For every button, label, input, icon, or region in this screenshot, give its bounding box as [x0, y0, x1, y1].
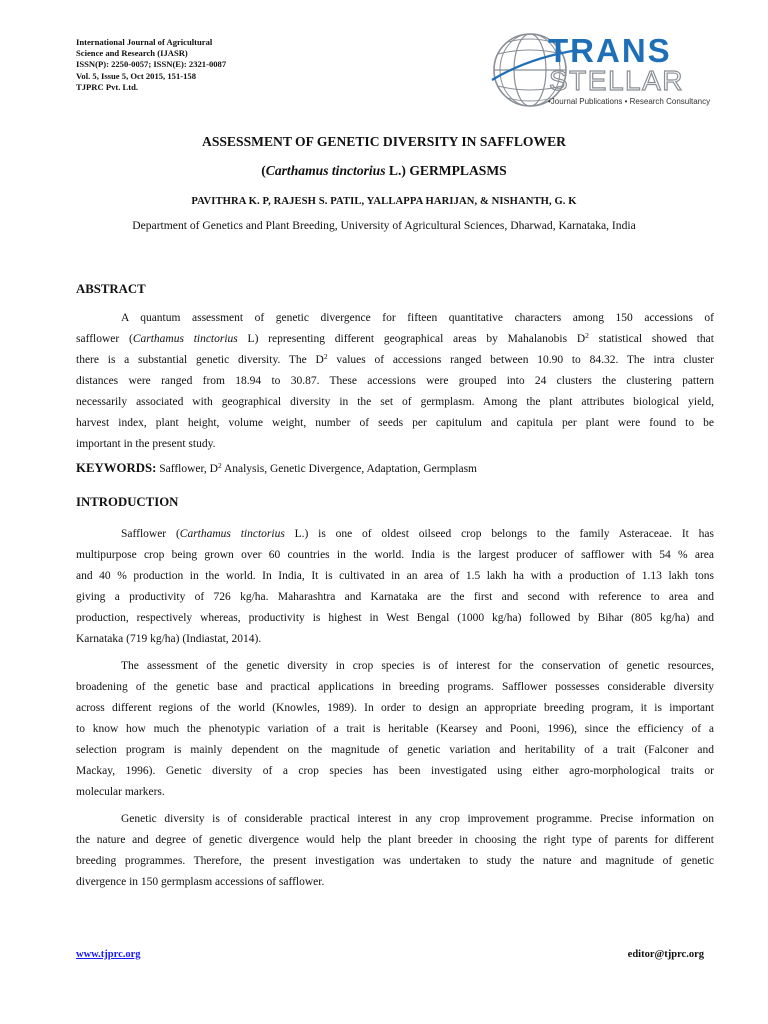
journal-issn: ISSN(P): 2250-0057; ISSN(E): 2321-0087 [76, 59, 227, 70]
paper-title-line1: ASSESSMENT OF GENETIC DIVERSITY IN SAFFLOWER [202, 134, 566, 149]
logo-tagline: •Journal Publications • Research Consultancy [548, 97, 711, 106]
keywords: KEYWORDS: Safflower, $D^2$ Analysis, Genetic Divergence, Adaptation, Germplasm [76, 461, 477, 475]
intro-line: Mackay, 1996). Genetic diversity of a crop species has been investigated using either agro-morphological traits or [76, 765, 714, 777]
paper-title-line2 [0, 163, 768, 179]
intro-line: broadening of the genetic base and practical applications in breeding programs. Safflower possesses considerable diversity [76, 681, 714, 693]
abstract-heading: ABSTRACT [76, 282, 146, 296]
intro-paragraph-2 [76, 656, 714, 803]
intro-line: to know how much the phenotypic variation of a trait is heritable (Kearsey and Pooni, 1996), since the efficiency of a [76, 723, 714, 735]
intro-line: breeding programmes. Therefore, the present investigation was undertaken to study the nature and magnitude of genetic [76, 855, 714, 867]
intro-line: production, respectively whereas, productivity is highest in West Bengal (1000 kg/ha) followed by Bihar (805 kg/ha) and [76, 612, 714, 624]
journal-name-line1: International Journal of Agricultural [76, 37, 213, 47]
abstract-line: important in the present study. [76, 438, 216, 450]
logo-word-trans: TRANS [548, 32, 672, 69]
intro-line: giving a productivity of 726 kg/ha. Maharashtra and Karnataka are the first and second with reference to area and [76, 591, 714, 603]
footer-email: editor@tjprc.org [627, 949, 704, 960]
intro-line: molecular markers. [76, 786, 165, 798]
keywords-label: KEYWORDS: [76, 461, 157, 475]
intro-line: divergence in 150 germplasm accessions of safflower. [76, 876, 325, 888]
journal-info [76, 37, 226, 93]
intro-line: Genetic diversity is of considerable practical interest in any crop improvement programme. Precise information on [121, 813, 714, 825]
logo-word-stellar: STELLAR [549, 65, 684, 96]
abstract-line: A quantum assessment of genetic divergence for fifteen quantitative characters among 150 accessions of [121, 312, 714, 324]
journal-name-line2: Science and Research (IJASR) [76, 48, 188, 59]
abstract-paragraph [76, 308, 714, 455]
abstract-line: safflower (Carthamus tinctorius L) representing different geographical areas by Mahalanobis $D^2$ statistical showed that [76, 331, 714, 345]
journal-volume: Vol. 5, Issue 5, Oct 2015, 151-158 [76, 70, 196, 81]
intro-line: The assessment of the genetic diversity in crop species is of interest for the conservation of genetic resources, [121, 660, 714, 672]
abstract-line: there is a substantial genetic diversity. The $D^2$ values of accessions ranged between 10.90 to 84.32. The intra cluster [76, 352, 714, 366]
intro-line: selection program is mainly dependent on the magnitude of genetic variation and heritability of a trait (Falconer and [76, 744, 714, 756]
intro-paragraph-1 [76, 524, 714, 650]
intro-line: multipurpose crop being grown over 60 countries in the world. India is the largest producer of safflower with 54 % area [76, 549, 714, 561]
intro-line: Karnataka (719 kg/ha) (Indiastat, 2014). [76, 633, 262, 645]
transstellar-logo [488, 30, 718, 112]
abstract-line: harvest index, plant height, volume weight, number of seeds per capitulum and capitula per plant were found to be [76, 417, 714, 429]
abstract-line: distances were ranged from 18.94 to 30.87. These accessions were grouped into 24 clusters the clustering pattern [76, 375, 714, 387]
author-list: PAVITHRA K. P, RAJESH S. PATIL, YALLAPPA HARIJAN, & NISHANTH, G. K [191, 196, 577, 207]
intro-paragraph-3 [76, 809, 714, 893]
introduction-heading: INTRODUCTION [76, 495, 179, 509]
intro-line: across different regions of the world (Knowles, 1989). In order to design an appropriate breeding program, it is important [76, 702, 714, 714]
title-rest: L.) GERMPLASMS [385, 163, 507, 178]
title-species: Carthamus tinctorius [265, 163, 386, 178]
affiliation: Department of Genetics and Plant Breeding, University of Agricultural Sciences, Dharwad, Karnataka, India [132, 219, 636, 232]
intro-line: the nature and degree of genetic divergence would help the plant breeder in choosing the right type of parents for different [76, 834, 714, 846]
journal-publisher: TJPRC Pvt. Ltd. [76, 81, 139, 92]
intro-line: and 40 % production in the world. In India, It is cultivated in an area of 1.5 lakh ha with a production of 1.13 lakh tons [76, 570, 714, 582]
title-paren: ( [261, 163, 266, 178]
footer-website-link[interactable]: www.tjprc.org [76, 949, 141, 960]
abstract-line: necessarily associated with geographical diversity in the set of germplasm. Among the plant attributes biological yield, [76, 396, 714, 408]
intro-line: Safflower (Carthamus tinctorius L.) is one of oldest oilseed crop belongs to the family Asteraceae. It has [121, 528, 714, 540]
